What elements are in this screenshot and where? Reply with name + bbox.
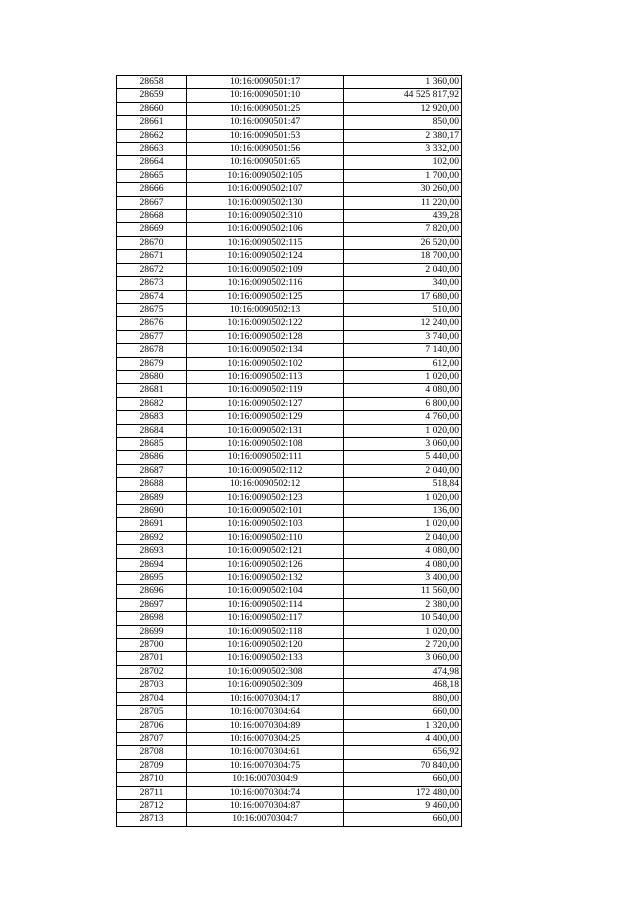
table-row bbox=[117, 612, 462, 625]
table-row bbox=[117, 706, 462, 719]
table-row bbox=[117, 303, 462, 316]
amount-cell: 7 820,00 bbox=[344, 223, 462, 236]
row-number-cell: 28712 bbox=[117, 799, 187, 812]
amount-cell: 2 380,17 bbox=[344, 129, 462, 142]
row-number-cell: 28664 bbox=[117, 156, 187, 169]
amount-cell: 660,00 bbox=[344, 706, 462, 719]
row-number-cell: 28703 bbox=[117, 679, 187, 692]
row-number-cell: 28667 bbox=[117, 196, 187, 209]
table-row bbox=[117, 236, 462, 249]
amount-cell: 850,00 bbox=[344, 116, 462, 129]
amount-cell: 1 020,00 bbox=[344, 491, 462, 504]
cadastral-number-cell: 10:16:0090502:105 bbox=[187, 169, 344, 182]
cadastral-number-cell: 10:16:0090501:47 bbox=[187, 116, 344, 129]
table-row bbox=[117, 531, 462, 544]
row-number-cell: 28702 bbox=[117, 665, 187, 678]
cadastral-number-cell: 10:16:0090502:309 bbox=[187, 679, 344, 692]
row-number-cell: 28686 bbox=[117, 451, 187, 464]
row-number-cell: 28676 bbox=[117, 317, 187, 330]
cadastral-number-cell: 10:16:0090502:121 bbox=[187, 545, 344, 558]
table-row bbox=[117, 89, 462, 102]
table-row bbox=[117, 277, 462, 290]
row-number-cell: 28660 bbox=[117, 102, 187, 115]
cadastral-number-cell: 10:16:0090502:120 bbox=[187, 639, 344, 652]
row-number-cell: 28683 bbox=[117, 411, 187, 424]
amount-cell: 4 080,00 bbox=[344, 558, 462, 571]
row-number-cell: 28700 bbox=[117, 639, 187, 652]
row-number-cell: 28661 bbox=[117, 116, 187, 129]
table-row bbox=[117, 679, 462, 692]
table-row bbox=[117, 223, 462, 236]
table-row bbox=[117, 639, 462, 652]
table-row bbox=[117, 250, 462, 263]
amount-cell: 11 560,00 bbox=[344, 585, 462, 598]
table-row bbox=[117, 719, 462, 732]
row-number-cell: 28693 bbox=[117, 545, 187, 558]
amount-cell: 1 020,00 bbox=[344, 625, 462, 638]
table-row bbox=[117, 344, 462, 357]
table-row bbox=[117, 813, 462, 826]
cadastral-number-cell: 10:16:0090502:103 bbox=[187, 518, 344, 531]
cadastral-number-cell: 10:16:0070304:89 bbox=[187, 719, 344, 732]
amount-cell: 1 700,00 bbox=[344, 169, 462, 182]
cadastral-number-cell: 10:16:0090502:13 bbox=[187, 303, 344, 316]
row-number-cell: 28679 bbox=[117, 357, 187, 370]
table-row bbox=[117, 585, 462, 598]
row-number-cell: 28701 bbox=[117, 652, 187, 665]
cadastral-number-cell: 10:16:0090502:107 bbox=[187, 183, 344, 196]
amount-cell: 10 540,00 bbox=[344, 612, 462, 625]
table-row bbox=[117, 210, 462, 223]
amount-cell: 172 480,00 bbox=[344, 786, 462, 799]
cadastral-number-cell: 10:16:0070304:17 bbox=[187, 692, 344, 705]
row-number-cell: 28668 bbox=[117, 210, 187, 223]
row-number-cell: 28665 bbox=[117, 169, 187, 182]
table-row bbox=[117, 156, 462, 169]
row-number-cell: 28710 bbox=[117, 773, 187, 786]
cadastral-number-cell: 10:16:0090501:53 bbox=[187, 129, 344, 142]
amount-cell: 2 040,00 bbox=[344, 263, 462, 276]
amount-cell: 3 740,00 bbox=[344, 330, 462, 343]
table-row bbox=[117, 290, 462, 303]
row-number-cell: 28705 bbox=[117, 706, 187, 719]
cadastral-number-cell: 10:16:0070304:75 bbox=[187, 759, 344, 772]
amount-cell: 656,92 bbox=[344, 746, 462, 759]
table-row bbox=[117, 625, 462, 638]
table-row bbox=[117, 572, 462, 585]
amount-cell: 30 260,00 bbox=[344, 183, 462, 196]
cadastral-number-cell: 10:16:0090502:116 bbox=[187, 277, 344, 290]
amount-cell: 102,00 bbox=[344, 156, 462, 169]
cadastral-number-cell: 10:16:0090501:17 bbox=[187, 76, 344, 89]
table-row bbox=[117, 330, 462, 343]
row-number-cell: 28688 bbox=[117, 478, 187, 491]
amount-cell: 3 060,00 bbox=[344, 437, 462, 450]
table-row bbox=[117, 116, 462, 129]
amount-cell: 880,00 bbox=[344, 692, 462, 705]
amount-cell: 2 040,00 bbox=[344, 464, 462, 477]
row-number-cell: 28659 bbox=[117, 89, 187, 102]
amount-cell: 3 400,00 bbox=[344, 572, 462, 585]
amount-cell: 1 320,00 bbox=[344, 719, 462, 732]
cadastral-number-cell: 10:16:0090502:111 bbox=[187, 451, 344, 464]
cadastral-number-cell: 10:16:0070304:61 bbox=[187, 746, 344, 759]
row-number-cell: 28666 bbox=[117, 183, 187, 196]
table-row bbox=[117, 357, 462, 370]
table-row bbox=[117, 759, 462, 772]
amount-cell: 340,00 bbox=[344, 277, 462, 290]
amount-cell: 3 060,00 bbox=[344, 652, 462, 665]
row-number-cell: 28670 bbox=[117, 236, 187, 249]
row-number-cell: 28691 bbox=[117, 518, 187, 531]
table-row bbox=[117, 143, 462, 156]
table-row bbox=[117, 773, 462, 786]
table-row bbox=[117, 464, 462, 477]
row-number-cell: 28663 bbox=[117, 143, 187, 156]
row-number-cell: 28674 bbox=[117, 290, 187, 303]
table-row bbox=[117, 598, 462, 611]
row-number-cell: 28678 bbox=[117, 344, 187, 357]
amount-cell: 612,00 bbox=[344, 357, 462, 370]
row-number-cell: 28673 bbox=[117, 277, 187, 290]
table-row bbox=[117, 786, 462, 799]
amount-cell: 18 700,00 bbox=[344, 250, 462, 263]
cadastral-number-cell: 10:16:0070304:64 bbox=[187, 706, 344, 719]
cadastral-number-cell: 10:16:0090501:25 bbox=[187, 102, 344, 115]
table-row bbox=[117, 665, 462, 678]
amount-cell: 1 360,00 bbox=[344, 76, 462, 89]
table-row bbox=[117, 183, 462, 196]
cadastral-number-cell: 10:16:0090502:124 bbox=[187, 250, 344, 263]
table-row bbox=[117, 451, 462, 464]
cadastral-number-cell: 10:16:0070304:25 bbox=[187, 732, 344, 745]
cadastral-number-cell: 10:16:0090502:133 bbox=[187, 652, 344, 665]
row-number-cell: 28684 bbox=[117, 424, 187, 437]
row-number-cell: 28685 bbox=[117, 437, 187, 450]
table-row bbox=[117, 370, 462, 383]
amount-cell: 17 680,00 bbox=[344, 290, 462, 303]
table-row bbox=[117, 692, 462, 705]
table-row bbox=[117, 384, 462, 397]
row-number-cell: 28709 bbox=[117, 759, 187, 772]
row-number-cell: 28707 bbox=[117, 732, 187, 745]
table-row bbox=[117, 505, 462, 518]
amount-cell: 4 400,00 bbox=[344, 732, 462, 745]
amount-cell: 12 920,00 bbox=[344, 102, 462, 115]
cadastral-number-cell: 10:16:0090502:106 bbox=[187, 223, 344, 236]
cadastral-number-cell: 10:16:0090502:134 bbox=[187, 344, 344, 357]
row-number-cell: 28692 bbox=[117, 531, 187, 544]
table-row bbox=[117, 558, 462, 571]
row-number-cell: 28669 bbox=[117, 223, 187, 236]
amount-cell: 70 840,00 bbox=[344, 759, 462, 772]
amount-cell: 510,00 bbox=[344, 303, 462, 316]
amount-cell: 1 020,00 bbox=[344, 424, 462, 437]
row-number-cell: 28671 bbox=[117, 250, 187, 263]
table-row bbox=[117, 397, 462, 410]
row-number-cell: 28694 bbox=[117, 558, 187, 571]
cadastral-number-cell: 10:16:0070304:74 bbox=[187, 786, 344, 799]
amount-cell: 3 332,00 bbox=[344, 143, 462, 156]
row-number-cell: 28675 bbox=[117, 303, 187, 316]
table-row bbox=[117, 437, 462, 450]
amount-cell: 26 520,00 bbox=[344, 236, 462, 249]
row-number-cell: 28662 bbox=[117, 129, 187, 142]
amount-cell: 136,00 bbox=[344, 505, 462, 518]
cadastral-number-cell: 10:16:0090502:108 bbox=[187, 437, 344, 450]
row-number-cell: 28672 bbox=[117, 263, 187, 276]
cadastral-number-cell: 10:16:0090502:118 bbox=[187, 625, 344, 638]
table-row bbox=[117, 76, 462, 89]
cadastral-number-cell: 10:16:0090502:310 bbox=[187, 210, 344, 223]
table-row bbox=[117, 317, 462, 330]
table-row bbox=[117, 799, 462, 812]
amount-cell: 7 140,00 bbox=[344, 344, 462, 357]
amount-cell: 1 020,00 bbox=[344, 518, 462, 531]
row-number-cell: 28711 bbox=[117, 786, 187, 799]
amount-cell: 2 040,00 bbox=[344, 531, 462, 544]
cadastral-number-cell: 10:16:0090502:114 bbox=[187, 598, 344, 611]
cadastral-number-cell: 10:16:0090502:308 bbox=[187, 665, 344, 678]
amount-cell: 1 020,00 bbox=[344, 370, 462, 383]
amount-cell: 2 380,00 bbox=[344, 598, 462, 611]
cadastral-number-cell: 10:16:0090502:115 bbox=[187, 236, 344, 249]
cadastral-number-cell: 10:16:0090502:132 bbox=[187, 572, 344, 585]
amount-cell: 4 080,00 bbox=[344, 545, 462, 558]
amount-cell: 474,98 bbox=[344, 665, 462, 678]
cadastral-number-cell: 10:16:0090502:123 bbox=[187, 491, 344, 504]
row-number-cell: 28689 bbox=[117, 491, 187, 504]
amount-cell: 12 240,00 bbox=[344, 317, 462, 330]
row-number-cell: 28706 bbox=[117, 719, 187, 732]
table-row bbox=[117, 411, 462, 424]
amount-cell: 44 525 817,92 bbox=[344, 89, 462, 102]
row-number-cell: 28696 bbox=[117, 585, 187, 598]
cadastral-number-cell: 10:16:0090502:125 bbox=[187, 290, 344, 303]
row-number-cell: 28690 bbox=[117, 505, 187, 518]
cadastral-number-cell: 10:16:0090502:101 bbox=[187, 505, 344, 518]
cadastral-number-cell: 10:16:0090502:117 bbox=[187, 612, 344, 625]
cadastral-number-cell: 10:16:0090502:109 bbox=[187, 263, 344, 276]
amount-cell: 468,18 bbox=[344, 679, 462, 692]
row-number-cell: 28681 bbox=[117, 384, 187, 397]
amount-cell: 439,28 bbox=[344, 210, 462, 223]
amount-cell: 4 080,00 bbox=[344, 384, 462, 397]
cadastral-number-cell: 10:16:0070304:9 bbox=[187, 773, 344, 786]
table-row bbox=[117, 263, 462, 276]
cadastral-number-cell: 10:16:0090501:65 bbox=[187, 156, 344, 169]
cadastral-number-cell: 10:16:0090502:129 bbox=[187, 411, 344, 424]
table-body bbox=[117, 76, 462, 827]
cadastral-number-cell: 10:16:0090502:12 bbox=[187, 478, 344, 491]
table-row bbox=[117, 102, 462, 115]
cadastral-number-cell: 10:16:0090502:122 bbox=[187, 317, 344, 330]
row-number-cell: 28687 bbox=[117, 464, 187, 477]
cadastral-number-cell: 10:16:0090502:131 bbox=[187, 424, 344, 437]
cadastral-number-cell: 10:16:0090502:130 bbox=[187, 196, 344, 209]
amount-cell: 5 440,00 bbox=[344, 451, 462, 464]
data-table bbox=[116, 75, 462, 827]
row-number-cell: 28697 bbox=[117, 598, 187, 611]
row-number-cell: 28698 bbox=[117, 612, 187, 625]
amount-cell: 660,00 bbox=[344, 813, 462, 826]
cadastral-number-cell: 10:16:0090502:102 bbox=[187, 357, 344, 370]
table-row bbox=[117, 732, 462, 745]
table-row bbox=[117, 129, 462, 142]
table-row bbox=[117, 424, 462, 437]
cadastral-number-cell: 10:16:0090501:10 bbox=[187, 89, 344, 102]
cadastral-number-cell: 10:16:0070304:87 bbox=[187, 799, 344, 812]
row-number-cell: 28699 bbox=[117, 625, 187, 638]
amount-cell: 11 220,00 bbox=[344, 196, 462, 209]
table-row bbox=[117, 652, 462, 665]
row-number-cell: 28682 bbox=[117, 397, 187, 410]
cadastral-number-cell: 10:16:0090502:113 bbox=[187, 370, 344, 383]
cadastral-number-cell: 10:16:0090502:127 bbox=[187, 397, 344, 410]
row-number-cell: 28677 bbox=[117, 330, 187, 343]
row-number-cell: 28658 bbox=[117, 76, 187, 89]
row-number-cell: 28695 bbox=[117, 572, 187, 585]
table-row bbox=[117, 746, 462, 759]
cadastral-number-cell: 10:16:0090501:56 bbox=[187, 143, 344, 156]
cadastral-number-cell: 10:16:0090502:119 bbox=[187, 384, 344, 397]
row-number-cell: 28704 bbox=[117, 692, 187, 705]
table-row bbox=[117, 196, 462, 209]
table-row bbox=[117, 491, 462, 504]
cadastral-number-cell: 10:16:0090502:112 bbox=[187, 464, 344, 477]
amount-cell: 2 720,00 bbox=[344, 639, 462, 652]
cadastral-number-cell: 10:16:0090502:104 bbox=[187, 585, 344, 598]
row-number-cell: 28680 bbox=[117, 370, 187, 383]
amount-cell: 660,00 bbox=[344, 773, 462, 786]
table-row bbox=[117, 478, 462, 491]
cadastral-number-cell: 10:16:0090502:126 bbox=[187, 558, 344, 571]
amount-cell: 6 800,00 bbox=[344, 397, 462, 410]
cadastral-number-cell: 10:16:0090502:128 bbox=[187, 330, 344, 343]
table-row bbox=[117, 545, 462, 558]
amount-cell: 518,84 bbox=[344, 478, 462, 491]
amount-cell: 9 460,00 bbox=[344, 799, 462, 812]
table-row bbox=[117, 169, 462, 182]
cadastral-number-cell: 10:16:0090502:110 bbox=[187, 531, 344, 544]
cadastral-number-cell: 10:16:0070304:7 bbox=[187, 813, 344, 826]
row-number-cell: 28713 bbox=[117, 813, 187, 826]
row-number-cell: 28708 bbox=[117, 746, 187, 759]
amount-cell: 4 760,00 bbox=[344, 411, 462, 424]
table-row bbox=[117, 518, 462, 531]
